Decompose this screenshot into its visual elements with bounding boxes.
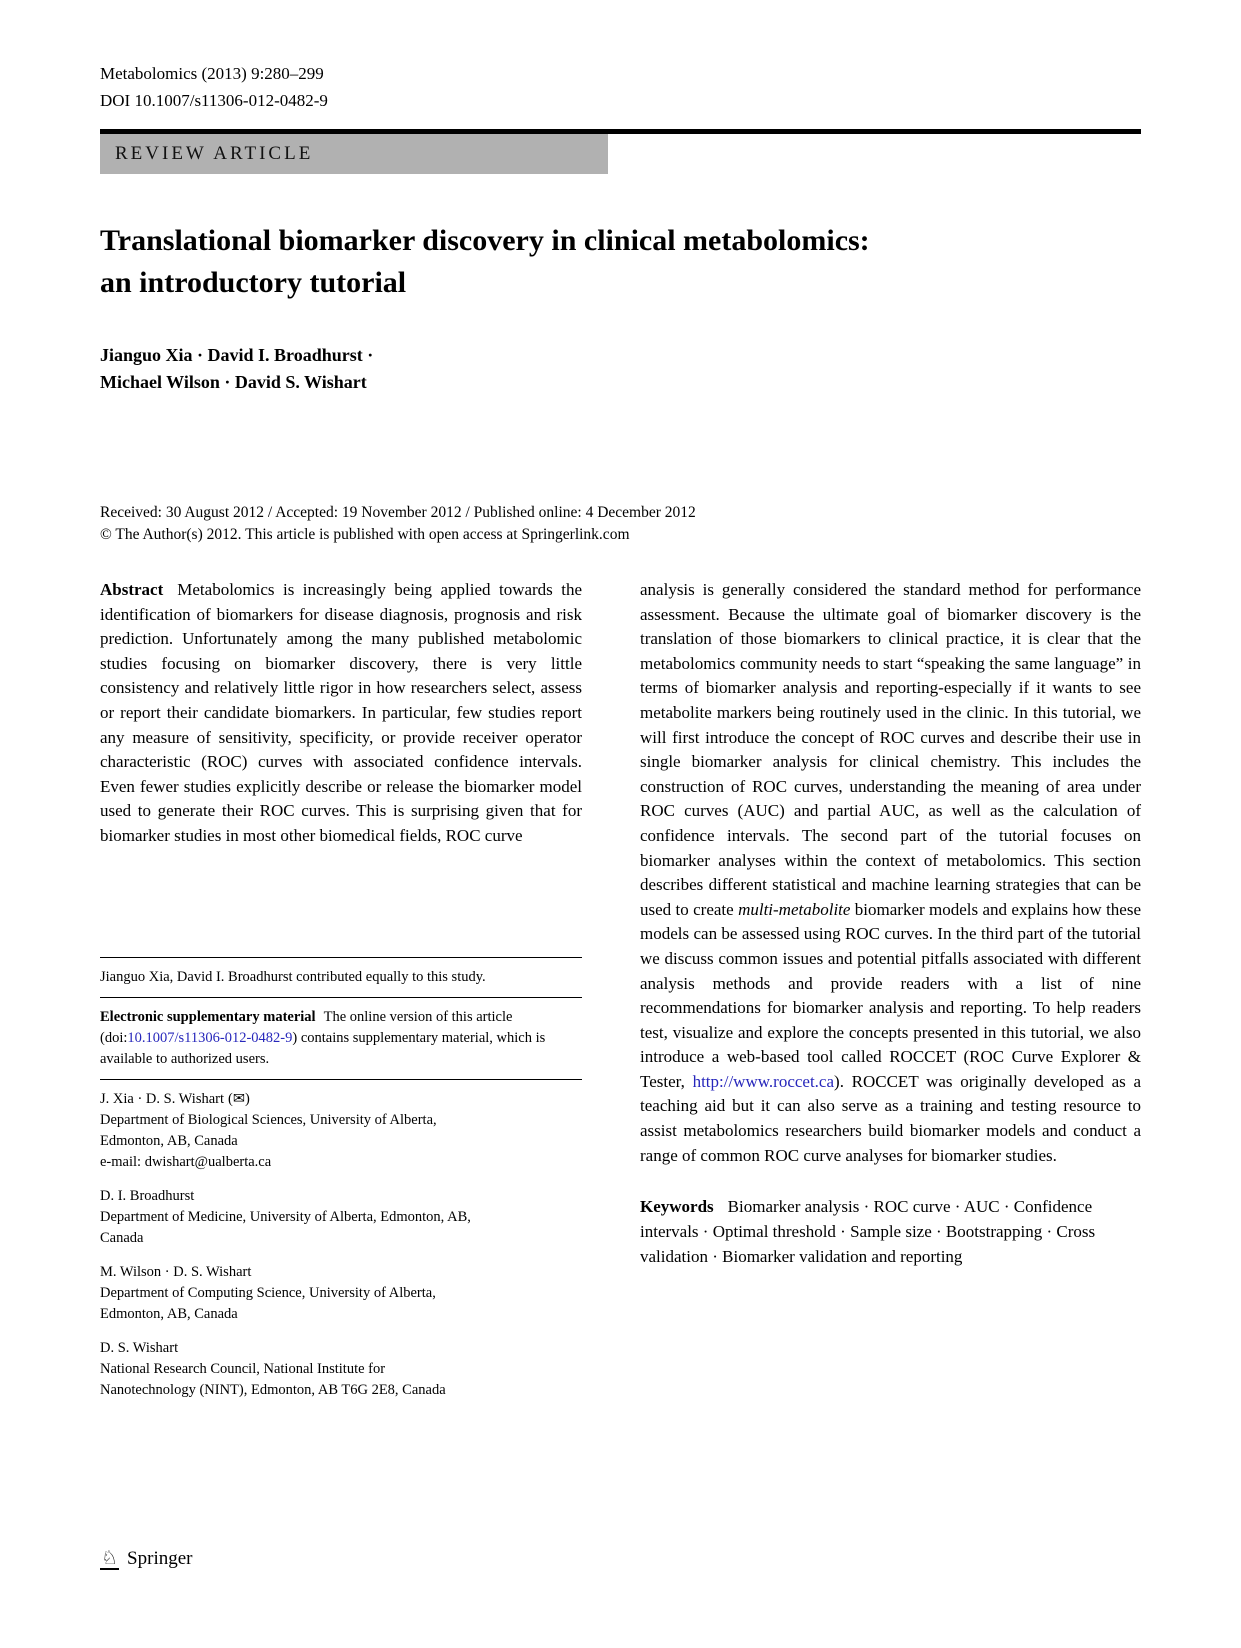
affiliation-authors: D. I. Broadhurst: [100, 1187, 195, 1204]
abstract-right-text-1: analysis is generally considered the standard method for performance assessment. Because the ultimate goal of biomarker discovery is the translation of those biomarkers to clinical practice, it is clear that the metabolomics community needs to start “speaking the same language” in terms of biomarker analysis and reporting-especially if it wants to see metabolite markers being routinely used in the clinic. In this tutorial, we will first introduce the concept of ROC curves and describe their use in single biomarker analysis for clinical chemistry. This includes the construction of ROC curves, understanding the meaning of area under ROC curves (AUC) and partial AUC, as well as the calculation of confidence intervals. The second part of the tutorial focuses on biomarker analyses within the context of metabolomics. This section describes different statistical and machine learning strategies that can be used to create: [640, 580, 1141, 919]
affiliation-address: Edmonton, AB, Canada: [100, 1305, 238, 1322]
abstract-italic-phrase: multi-metabolite: [738, 899, 851, 919]
footnote-area: [100, 957, 582, 1401]
article-type-banner: [100, 134, 608, 174]
publisher-footer: [100, 1548, 192, 1570]
affiliation-block: [100, 1089, 582, 1173]
left-column: [100, 578, 582, 1414]
affiliation-authors: J. Xia · D. S. Wishart: [100, 1090, 225, 1107]
keywords-block: [640, 1194, 1141, 1269]
journal-citation: Metabolomics (2013) 9:280–299: [100, 64, 324, 83]
article-title: [100, 220, 1141, 304]
correspondence-envelope-icon: (✉): [228, 1090, 250, 1107]
esm-text-before: The online version of this article (doi:: [100, 1008, 513, 1046]
affiliation-address: Department of Computing Science, University of Alberta,: [100, 1284, 436, 1301]
keywords-text: Biomarker analysis · ROC curve · AUC · Confidence intervals · Optimal threshold · Sample size · Bootstrapping · Cross validation · Biomarker validation and reporting: [640, 1197, 1096, 1267]
abstract-right-text-3: ). ROCCET was originally developed as a teaching aid but it can also serve as a training and testing resource to assist metabolomics researchers build biomarker models and conduct a range of common ROC curve analyses for biomarker studies.: [640, 1071, 1141, 1165]
article-title-line2: an introductory tutorial: [100, 266, 407, 299]
affiliation-names: [100, 1089, 582, 1110]
esm-text-after: ) contains supplementary material, which is available to authorized users.: [100, 1029, 546, 1067]
received-accepted-line: Received: 30 August 2012 / Accepted: 19 November 2012 / Published online: 4 December 2012: [100, 504, 696, 521]
affiliation-address: Department of Medicine, University of Alberta, Edmonton, AB,: [100, 1208, 471, 1225]
right-column: [640, 578, 1141, 1414]
affiliation-authors: D. S. Wishart: [100, 1339, 179, 1356]
esm-label: Electronic supplementary material: [100, 1008, 316, 1025]
affiliation-address: Nanotechnology (NINT), Edmonton, AB T6G 2E8, Canada: [100, 1381, 446, 1398]
copyright-line: © The Author(s) 2012. This article is published with open access at Springerlink.com: [100, 525, 630, 543]
affiliation-address: Edmonton, AB, Canada: [100, 1132, 238, 1149]
affiliation-block: [100, 1186, 582, 1249]
author-list-line1: Jianguo Xia · David I. Broadhurst ·: [100, 345, 374, 365]
affiliation-authors: M. Wilson · D. S. Wishart: [100, 1263, 252, 1280]
esm-doi-link[interactable]: 10.1007/s11306-012-0482-9: [127, 1029, 293, 1046]
journal-header: [100, 60, 1141, 114]
publication-history: [100, 502, 1141, 545]
doi-line: DOI 10.1007/s11306-012-0482-9: [100, 91, 328, 110]
abstract-label: Abstract: [100, 580, 164, 599]
affiliation-block: [100, 1262, 582, 1325]
two-column-body: [100, 578, 1141, 1414]
footnote-rule: [100, 957, 582, 958]
esm-note: [100, 1007, 582, 1070]
footnote-rule: [100, 1079, 582, 1080]
author-list-line2: Michael Wilson · David S. Wishart: [100, 372, 367, 392]
article-title-line1: Translational biomarker discovery in clinical metabolomics:: [100, 224, 870, 257]
affiliation-address: Department of Biological Sciences, University of Alberta,: [100, 1111, 437, 1128]
correspondence-email: e-mail: dwishart@ualberta.ca: [100, 1153, 272, 1170]
publisher-name: Springer: [127, 1548, 193, 1569]
keywords-label: Keywords: [640, 1197, 714, 1217]
affiliation-block: [100, 1338, 582, 1401]
author-list: [100, 342, 1141, 396]
springer-logo-icon: ♘: [101, 1546, 119, 1569]
affiliation-address: Canada: [100, 1229, 144, 1246]
roccet-link[interactable]: http://www.roccet.ca: [692, 1071, 835, 1091]
article-type-label: REVIEW ARTICLE: [115, 143, 314, 164]
abstract-left-text: Metabolomics is increasingly being applied towards the identification of biomarkers for disease diagnosis, prognosis and risk prediction. Unfortunately among the many published metabolomic studies focusing on biomarker discovery, there is very little consistency and relatively little rigor in how researchers select, assess or report their candidate biomarkers. In particular, few studies report any measure of sensitivity, specificity, or provide receiver operator characteristic (ROC) curves with associated confidence intervals. Even fewer studies explicitly describe or release the biomarker model used to generate their ROC curves. This is surprising given that for biomarker studies in most other biomedical fields, ROC curve: [100, 580, 582, 845]
abstract-right-text-2: biomarker models and explains how these models can be assessed using ROC curves. In the third part of the tutorial we discuss common issues and potential pitfalls associated with different analysis methods and provide readers with a list of nine recommendations for biomarker analysis and reporting. To help readers test, visualize and explore the concepts presented in this tutorial, we also introduce a web-based tool called ROCCET (ROC Curve Explorer & Tester,: [640, 899, 1142, 1091]
abstract-left-column: [100, 578, 582, 849]
abstract-right-column: [640, 578, 1141, 1168]
affiliation-address: National Research Council, National Institute for: [100, 1360, 386, 1377]
equal-contribution-note: Jianguo Xia, David I. Broadhurst contributed equally to this study.: [100, 968, 486, 985]
footnote-rule: [100, 997, 582, 998]
